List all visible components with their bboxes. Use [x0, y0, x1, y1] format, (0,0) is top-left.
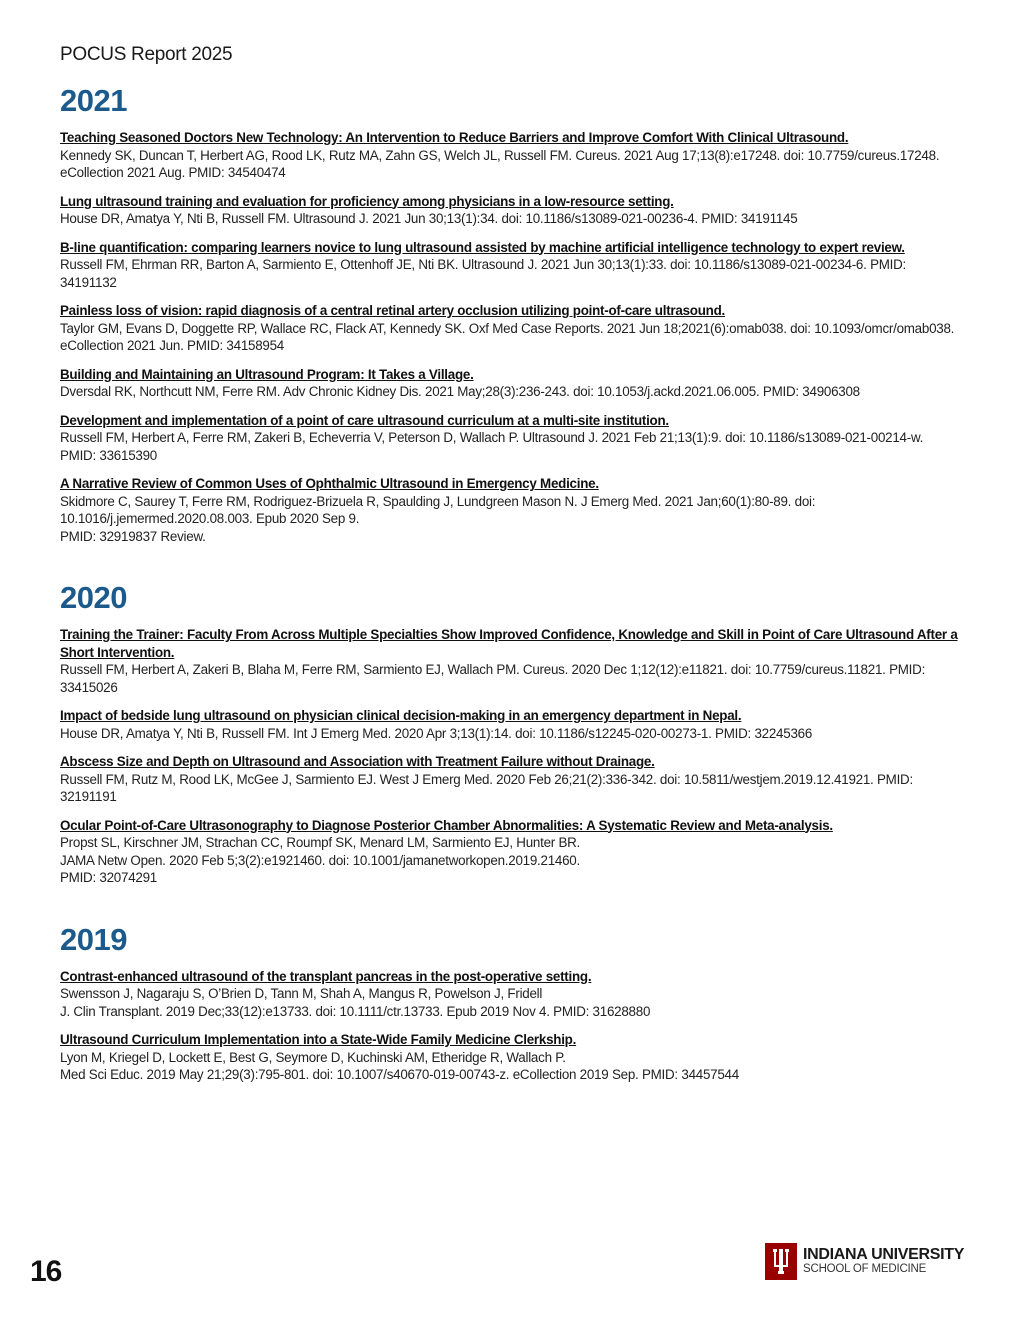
publication-citation [60, 834, 960, 887]
citation-line: House DR, Amatya Y, Nti B, Russell FM. Int J Emerg Med. 2020 Apr 3;13(1):14. doi: 10.1186/s12245-020-00273-1. PMID: 32245366 [60, 725, 813, 741]
citation-line: Propst SL, Kirschner JM, Strachan CC, Roumpf SK, Menard LM, Sarmiento EJ, Hunter BR. [60, 835, 581, 850]
year-section [60, 82, 960, 545]
publication-title-link[interactable]: Painless loss of vision: rapid diagnosis of a central retinal artery occlusion utilizing point-of-care ultrasound. [60, 303, 725, 318]
publication-entry [60, 239, 960, 292]
publication-entry [60, 1031, 960, 1084]
trident-icon [765, 1243, 797, 1280]
publication-title-link[interactable]: Ocular Point-of-Care Ultrasonography to Diagnose Posterior Chamber Abnormalities: A Systematic Review and Meta-analysis. [60, 817, 833, 833]
citation-line: Skidmore C, Saurey T, Ferre RM, Rodriguez-Brizuela R, Spaulding J, Lundgreen Mason N. J Emerg Med. 2021 Jan;60(1):80-89. doi: 10.1016/j.jemermed.2020.08.003. Epub 2020 Sep 9. [60, 493, 816, 526]
publication-citation [60, 320, 960, 355]
citation-line: Russell FM, Herbert A, Ferre RM, Zakeri B, Echeverria V, Peterson D, Wallach P. Ultrasound J. 2021 Feb 21;13(1):9. doi: 10.1186/s13089-021-00214-w. PMID: 33615390 [60, 430, 924, 463]
citation-line: Russell FM, Herbert A, Zakeri B, Blaha M, Ferre RM, Sarmiento EJ, Wallach PM. Cureus. 2020 Dec 1;12(12):e11821. doi: 10.7759/cureus.11821. PMID: 33415026 [60, 662, 926, 695]
publication-title-link[interactable]: Abscess Size and Depth on Ultrasound and Association with Treatment Failure without Drainage. [60, 754, 655, 769]
citation-line: Swensson J, Nagaraju S, O’Brien D, Tann M, Shah A, Mangus R, Powelson J, Fridell [60, 986, 543, 1001]
citation-line: Taylor GM, Evans D, Doggette RP, Wallace RC, Flack AT, Kennedy SK. Oxf Med Case Reports. 2021 Jun 18;2021(6):omab038. doi: 10.1093/omcr/omab038. eCollection 2021 Jun. PMID: 34158954 [60, 320, 955, 353]
citation-line: Lyon M, Kriegel D, Lockett E, Best G, Seymore D, Kuchinski AM, Etheridge R, Wallach P. [60, 1049, 566, 1065]
citation-line: Russell FM, Rutz M, Rood LK, McGee J, Sarmiento EJ. West J Emerg Med. 2020 Feb 26;21(2):336-342. doi: 10.5811/westjem.2019.12.41921. PMID: 32191191 [60, 771, 913, 804]
page-number: 16 [30, 1255, 62, 1288]
publication-citation [60, 493, 960, 546]
publication-entry [60, 412, 960, 465]
logo-name: INDIANA UNIVERSITY [803, 1245, 965, 1263]
year-heading: 2020 [60, 580, 127, 615]
publication-entry [60, 193, 960, 228]
running-head: POCUS Report 2025 [60, 44, 233, 65]
publication-entry [60, 366, 960, 401]
publication-entry [60, 817, 960, 887]
publication-entry [60, 968, 960, 1021]
citation-line: J. Clin Transplant. 2019 Dec;33(12):e13733. doi: 10.1111/ctr.13733. Epub 2019 Nov 4. PMID: 31628880 [60, 1003, 651, 1019]
publication-citation [60, 725, 960, 743]
publication-entry [60, 626, 960, 696]
publication-title-link[interactable]: Impact of bedside lung ultrasound on physician clinical decision-making in an emergency department in Nepal. [60, 708, 742, 723]
publication-citation [60, 429, 960, 464]
publication-title-link[interactable]: A Narrative Review of Common Uses of Ophthalmic Ultrasound in Emergency Medicine. [60, 476, 599, 491]
publication-entry [60, 753, 960, 806]
year-section [60, 921, 960, 1084]
citation-line: PMID: 32074291 [60, 870, 157, 885]
citation-line: Kennedy SK, Duncan T, Herbert AG, Rood LK, Rutz MA, Zahn GS, Welch JL, Russell FM. Cureus. 2021 Aug 17;13(8):e17248. doi: 10.7759/cureus.17248. eCollection 2021 Aug. PMID: 34540474 [60, 147, 940, 180]
publication-title-link[interactable]: Lung ultrasound training and evaluation for proficiency among physicians in a low-resource setting. [60, 193, 674, 209]
citation-line: Dversdal RK, Northcutt NM, Ferre RM. Adv Chronic Kidney Dis. 2021 May;28(3):236-243. doi: 10.1053/j.ackd.2021.06.005. PMID: 34906308 [60, 384, 860, 399]
publication-citation [60, 147, 960, 182]
citation-line: PMID: 32919837 Review. [60, 528, 206, 544]
publication-title-link[interactable]: Building and Maintaining an Ultrasound Program: It Takes a Village. [60, 366, 474, 382]
publication-entry [60, 475, 960, 545]
citation-line: Med Sci Educ. 2019 May 21;29(3):795-801. doi: 10.1007/s40670-019-00743-z. eCollection 2019 Sep. PMID: 34457544 [60, 1067, 739, 1082]
publication-citation [60, 661, 960, 696]
publication-citation [60, 985, 960, 1020]
publication-citation [60, 383, 960, 401]
publication-citation [60, 256, 960, 291]
publication-title-link[interactable]: Ultrasound Curriculum Implementation into a State-Wide Family Medicine Clerkship. [60, 1032, 577, 1047]
year-heading: 2021 [60, 83, 127, 118]
publication-title-link[interactable]: Teaching Seasoned Doctors New Technology: An Intervention to Reduce Barriers and Improve Comfort With Clinical Ultrasound. [60, 130, 849, 145]
publication-entry [60, 707, 960, 742]
citation-line: Russell FM, Ehrman RR, Barton A, Sarmiento E, Ottenhoff JE, Nti BK. Ultrasound J. 2021 Jun 30;13(1):33. doi: 10.1186/s13089-021-00234-6. PMID: 34191132 [60, 257, 907, 290]
publication-list [60, 82, 960, 1118]
citation-line: House DR, Amatya Y, Nti B, Russell FM. Ultrasound J. 2021 Jun 30;13(1):34. doi: 10.1186/s13089-021-00236-4. PMID: 34191145 [60, 211, 798, 226]
publication-entry [60, 302, 960, 355]
publication-citation [60, 771, 960, 806]
iu-logo [765, 1243, 964, 1280]
publication-entry [60, 129, 960, 182]
logo-subtitle: SCHOOL OF MEDICINE [803, 1262, 927, 1275]
year-heading: 2019 [60, 921, 127, 957]
publication-title-link[interactable]: Contrast-enhanced ultrasound of the transplant pancreas in the post-operative setting. [60, 968, 592, 984]
publication-title-link[interactable]: B-line quantification: comparing learners novice to lung ultrasound assisted by machine artificial intelligence technology to expert review. [60, 239, 905, 255]
publication-citation [60, 210, 960, 228]
publication-title-link[interactable]: Development and implementation of a point of care ultrasound curriculum at a multi-site institution. [60, 412, 669, 428]
year-section [60, 579, 960, 887]
publication-title-link[interactable]: Training the Trainer: Faculty From Across Multiple Specialties Show Improved Confidence, Knowledge and Skill in Point of Care Ultrasound After a Short Intervention. [60, 627, 958, 660]
citation-line: JAMA Netw Open. 2020 Feb 5;3(2):e1921460. doi: 10.1001/jamanetworkopen.2019.21460. [60, 852, 580, 868]
publication-citation [60, 1049, 960, 1084]
